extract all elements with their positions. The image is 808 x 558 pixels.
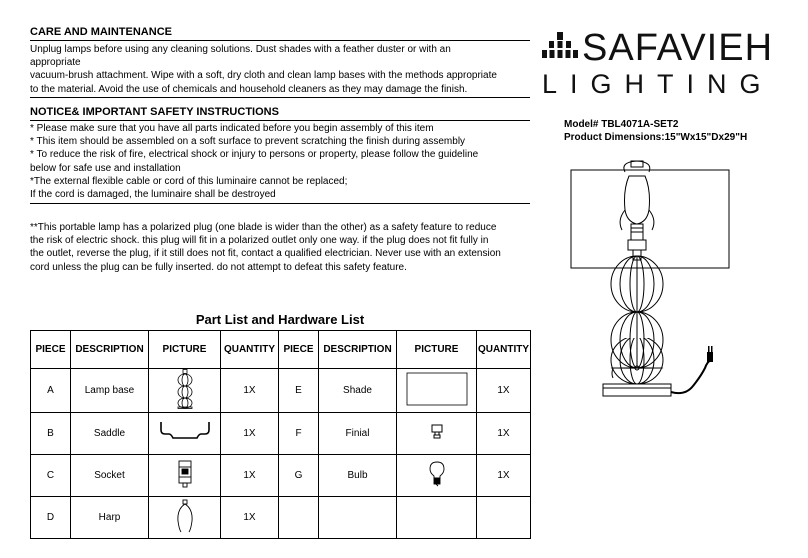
- quantity-cell: 1X: [477, 369, 531, 413]
- header-piece: PIECE: [279, 331, 319, 369]
- quantity-cell: 1X: [221, 413, 279, 455]
- notice-line: * Please make sure that you have all parts indicated before you begin assembly of this item: [30, 123, 434, 134]
- header-picture: PICTURE: [397, 331, 477, 369]
- socket-icon: [176, 459, 194, 489]
- parts-table-title: Part List and Hardware List: [195, 312, 365, 327]
- bulb-icon: [429, 461, 445, 487]
- brand-sub: LIGHTING: [542, 69, 774, 99]
- picture-cell: [397, 455, 477, 497]
- piece-cell: D: [31, 497, 71, 539]
- plug-note-line: **This portable lamp has a polarized plug (one blade is wider than the other) as a safety feature to reduce: [30, 222, 497, 233]
- lamp-base-detail-icon: [565, 338, 735, 400]
- piece-cell: A: [31, 369, 71, 413]
- notice-line: If the cord is damaged, the luminaire shall be destroyed: [30, 189, 276, 201]
- picture-cell: [149, 455, 221, 497]
- plug-note: [30, 221, 530, 274]
- header-piece: PIECE: [31, 331, 71, 369]
- divider: [30, 203, 530, 204]
- picture-cell: [149, 369, 221, 413]
- logo-mark-icon: [540, 30, 580, 70]
- description-cell: Saddle: [71, 413, 149, 455]
- description-cell: Bulb: [319, 455, 397, 497]
- header-description: DESCRIPTION: [319, 331, 397, 369]
- notice-title: NOTICE& IMPORTANT SAFETY INSTRUCTIONS: [30, 106, 530, 121]
- plug-note-line: cord unless the plug can be fully inserted. do not attempt to defeat this safety feature.: [30, 261, 407, 273]
- plug-note-line: the risk of electric shock. this plug will fit in a polarized outlet only one way. if the plug does not fit fully in: [30, 235, 489, 247]
- quantity-cell: 1X: [221, 369, 279, 413]
- product-dimensions: Product Dimensions:15"Wx15"Dx29"H: [564, 132, 748, 143]
- care-line: vacuum-brush attachment. Wipe with a soft, dry cloth and clean lamp bases with the methods appropriate: [30, 70, 497, 82]
- description-cell: Lamp base: [71, 369, 149, 413]
- lamp-base-icon: [175, 369, 195, 409]
- picture-cell: [149, 497, 221, 539]
- notice-line: *The external flexible cable or cord of this luminaire cannot be replaced;: [30, 175, 348, 187]
- notice-line: * To reduce the risk of fire, electrical shock or injury to persons or property, please follow the guideline: [30, 149, 479, 161]
- quantity-cell: 1X: [477, 413, 531, 455]
- quantity-cell: [477, 497, 531, 539]
- header-description: DESCRIPTION: [71, 331, 149, 369]
- quantity-cell: 1X: [477, 455, 531, 497]
- finial-icon: [430, 424, 444, 440]
- piece-cell: C: [31, 455, 71, 497]
- picture-cell: [149, 413, 221, 455]
- header-quantity: QUANTITY: [477, 331, 531, 369]
- piece-cell: E: [279, 369, 319, 413]
- quantity-cell: 1X: [221, 497, 279, 539]
- notice-line: * This item should be assembled on a soft surface to prevent scratching the finish during assembly: [30, 136, 466, 148]
- parts-table-header: [31, 331, 531, 369]
- care-line: appropriate: [30, 57, 81, 69]
- table-row: [31, 497, 531, 539]
- saddle-icon: [159, 420, 211, 444]
- quantity-cell: 1X: [221, 455, 279, 497]
- description-cell: Socket: [71, 455, 149, 497]
- description-cell: Finial: [319, 413, 397, 455]
- picture-cell: [397, 369, 477, 413]
- piece-cell: F: [279, 413, 319, 455]
- description-cell: Shade: [319, 369, 397, 413]
- table-row: [31, 413, 531, 455]
- table-row: [31, 369, 531, 413]
- piece-cell: [279, 497, 319, 539]
- notice-line: below for safe use and installation: [30, 162, 181, 174]
- care-title: CARE AND MAINTENANCE: [30, 26, 530, 41]
- header-quantity: QUANTITY: [221, 331, 279, 369]
- care-line: Unplug lamps before using any cleaning solutions. Dust shades with a feather duster or with an: [30, 44, 451, 55]
- plug-note-line: the outlet, reverse the plug, if it still does not fit, contact a qualified electrician. Never use with an extension: [30, 248, 501, 260]
- harp-icon: [175, 499, 195, 533]
- piece-cell: B: [31, 413, 71, 455]
- picture-cell: [397, 497, 477, 539]
- care-text: [30, 43, 530, 96]
- parts-table: [30, 330, 531, 539]
- shade-icon: [406, 372, 468, 406]
- model-number: Model# TBL4071A-SET2: [564, 119, 679, 130]
- header-picture: PICTURE: [149, 331, 221, 369]
- divider: [30, 97, 530, 98]
- description-cell: Harp: [71, 497, 149, 539]
- table-row: [31, 455, 531, 497]
- care-line: to the material. Avoid the use of chemicals and household cleaners as they may damage the finish.: [30, 83, 468, 95]
- piece-cell: G: [279, 455, 319, 497]
- picture-cell: [397, 413, 477, 455]
- notice-text: [30, 122, 530, 201]
- brand-name: SAFAVIEH: [582, 27, 774, 69]
- description-cell: [319, 497, 397, 539]
